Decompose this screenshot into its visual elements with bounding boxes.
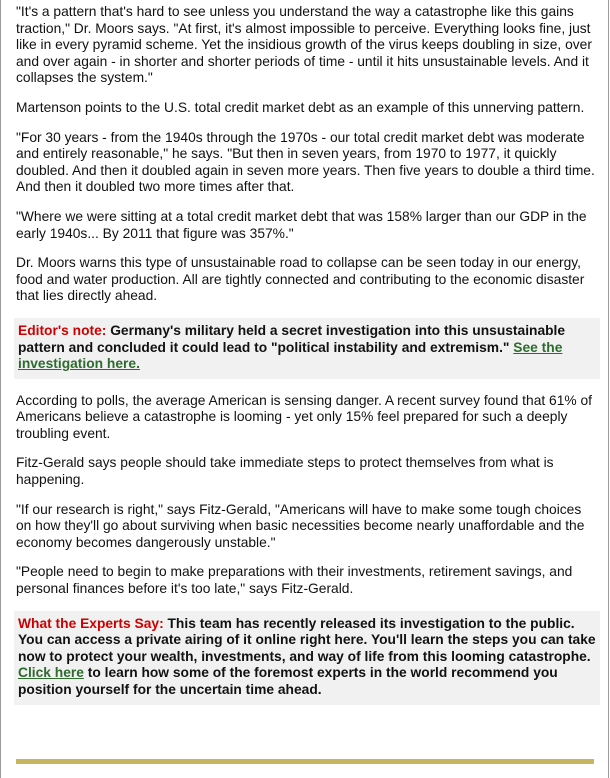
experts-text-after: to learn how some of the foremost experts in the world recommend you position yourself for the uncertain time ahead. <box>18 665 558 697</box>
paragraph-gdp: "Where we were sitting at a total credit market debt that was 158% larger than our GDP in the early 1940s... By 2011 that figure was 357%." <box>16 208 587 241</box>
article-body <box>16 4 598 719</box>
paragraph-polls: According to polls, the average American is sensing danger. A recent survey found that 61% of Americans believe a catastrophe is looming - yet only 15% feel prepared for such a deeply troubling event. <box>16 392 592 441</box>
see-investigation-link[interactable]: See the investigation here. <box>18 339 563 372</box>
click-here-link[interactable]: Click here <box>18 665 84 681</box>
paragraph-martenson: Martenson points to the U.S. total credit market debt as an example of this unnerving pattern. <box>16 99 585 115</box>
editors-note-text: Germany's military held a secret investigation into this unsustainable pattern and concluded it could lead to "political instability and extremism." <box>18 322 566 355</box>
paragraph-credit-debt: "For 30 years - from the 1940s through the 1970s - our total credit market debt was moderate and entirely reasonable," he says. "But then in seven years, from 1970 to 1977, it quickly doubled. And then it doubled again in seven more years. Then five years to double a third time. And then it doubled two more times after that. <box>16 129 595 195</box>
paragraph-moors-quote: "It's a pattern that's hard to see unless you understand the way a catastrophe like this gains traction," Dr. Moors says. "At first, it's almost impossible to perceive. Everything looks fine, just like in every pyramid scheme. Yet the insidious growth of the virus keeps doubling in size, over and over again - in shorter and shorter periods of time - until it hits unsustainable levels. And it collapses the system." <box>16 4 592 86</box>
experts-label: What the Experts Say: <box>18 615 164 631</box>
paragraph-fitzgerald-choices: "If our research is right," says Fitz-Gerald, "Americans will have to make some tough choices on how they'll go about surviving when basic necessities become nearly unaffordable and the economy becomes dangerously unstable." <box>16 501 585 550</box>
experts-text-before: This team has recently released its investigation to the public. You can access a private airing of it online right here. You'll learn the steps you can take now to protect your wealth, investments, and way of life from this looming catastrophe. <box>18 615 596 664</box>
editors-note-label: Editor's note: <box>18 322 107 338</box>
gold-divider <box>16 759 594 764</box>
paragraph-moors-warning: Dr. Moors warns this type of unsustainable road to collapse can be seen today in our energy, food and water production. All are tightly connected and contributing to the economic disaster that lies directly ahead. <box>16 255 585 304</box>
editors-note-box <box>14 318 600 379</box>
paragraph-preparations: "People need to begin to make preparations with their investments, retirement savings, and personal finances before it's too late," says Fitz-Gerald. <box>16 564 573 597</box>
paragraph-fitzgerald-steps: Fitz-Gerald says people should take immediate steps to protect themselves from what is happening. <box>16 455 554 488</box>
experts-box <box>14 611 600 705</box>
